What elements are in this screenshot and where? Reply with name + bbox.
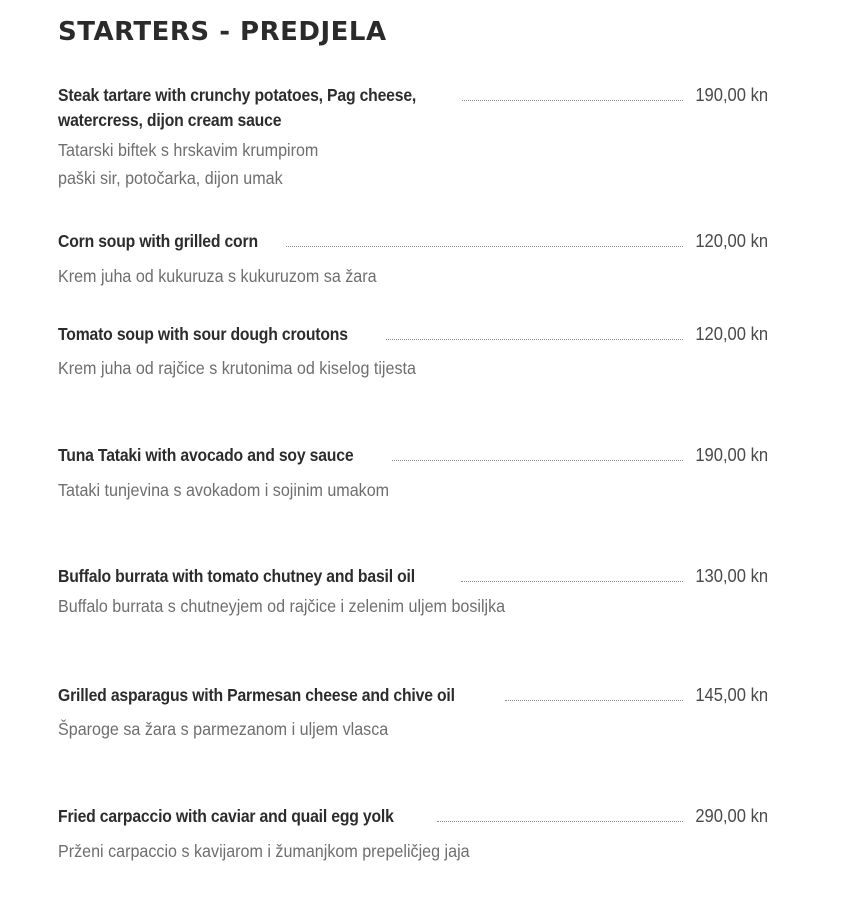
menu-item-name: Tomato soup with sour dough croutons [58, 324, 348, 344]
menu-item-price: 190,00 kn [695, 445, 768, 465]
dot-leader [286, 246, 683, 247]
menu-item-row [58, 319, 768, 345]
menu-item [58, 801, 768, 865]
menu-item-row [58, 561, 768, 587]
menu-item-row [58, 440, 768, 466]
dot-leader [461, 581, 683, 582]
menu-item-price: 130,00 kn [695, 566, 768, 586]
dot-leader [437, 821, 683, 822]
menu-item-name: Grilled asparagus with Parmesan cheese and chive oil [58, 685, 455, 705]
dot-leader [505, 700, 683, 701]
menu-item-name: Tuna Tataki with avocado and soy sauce [58, 445, 354, 465]
menu-item [58, 561, 768, 620]
menu-item-translation: Krem juha od rajčice s krutonima od kiselog tijesta [58, 358, 416, 378]
menu-item-name: Fried carpaccio with caviar and quail egg yolk [58, 806, 394, 826]
menu-item-translation: Prženi carpaccio s kavijarom i žumanjkom prepeličjeg jaja [58, 841, 470, 861]
menu-item-row [58, 680, 768, 706]
menu-item [58, 226, 768, 290]
menu-item-name: Buffalo burrata with tomato chutney and basil oil [58, 566, 415, 586]
menu-item-translation: Tatarski biftek s hrskavim krumpirom [58, 140, 319, 160]
menu-item-translation: Krem juha od kukuruza s kukuruzom sa žara [58, 266, 377, 286]
dot-leader [386, 339, 683, 340]
menu-item-translation: paški sir, potočarka, dijon umak [58, 168, 283, 188]
menu-item-price: 190,00 kn [695, 85, 768, 105]
menu-item [58, 440, 768, 504]
menu-item-name-continued: watercress, dijon cream sauce [58, 110, 282, 130]
menu-item-translation: Tataki tunjevina s avokadom i sojinim umakom [58, 480, 390, 500]
menu-item-row [58, 226, 768, 252]
menu-item [58, 80, 768, 192]
dot-leader [462, 100, 683, 101]
menu-item-translation: Šparoge sa žara s parmezanom i uljem vlasca [58, 719, 389, 739]
menu-item [58, 680, 768, 743]
menu-section-title: STARTERS - PREDJELA [58, 17, 387, 47]
menu-item [58, 319, 768, 382]
menu-item-row [58, 80, 768, 106]
menu-item-price: 145,00 kn [695, 685, 768, 705]
dot-leader [392, 460, 683, 461]
menu-item-name: Steak tartare with crunchy potatoes, Pag cheese, [58, 85, 417, 105]
menu-item-name: Corn soup with grilled corn [58, 231, 258, 251]
menu-item-translation: Buffalo burrata s chutneyjem od rajčice i zelenim uljem bosiljka [58, 596, 506, 616]
menu-item-price: 120,00 kn [695, 231, 768, 251]
menu-item-row [58, 801, 768, 827]
menu-item-price: 290,00 kn [695, 806, 768, 826]
menu-item-price: 120,00 kn [695, 324, 768, 344]
